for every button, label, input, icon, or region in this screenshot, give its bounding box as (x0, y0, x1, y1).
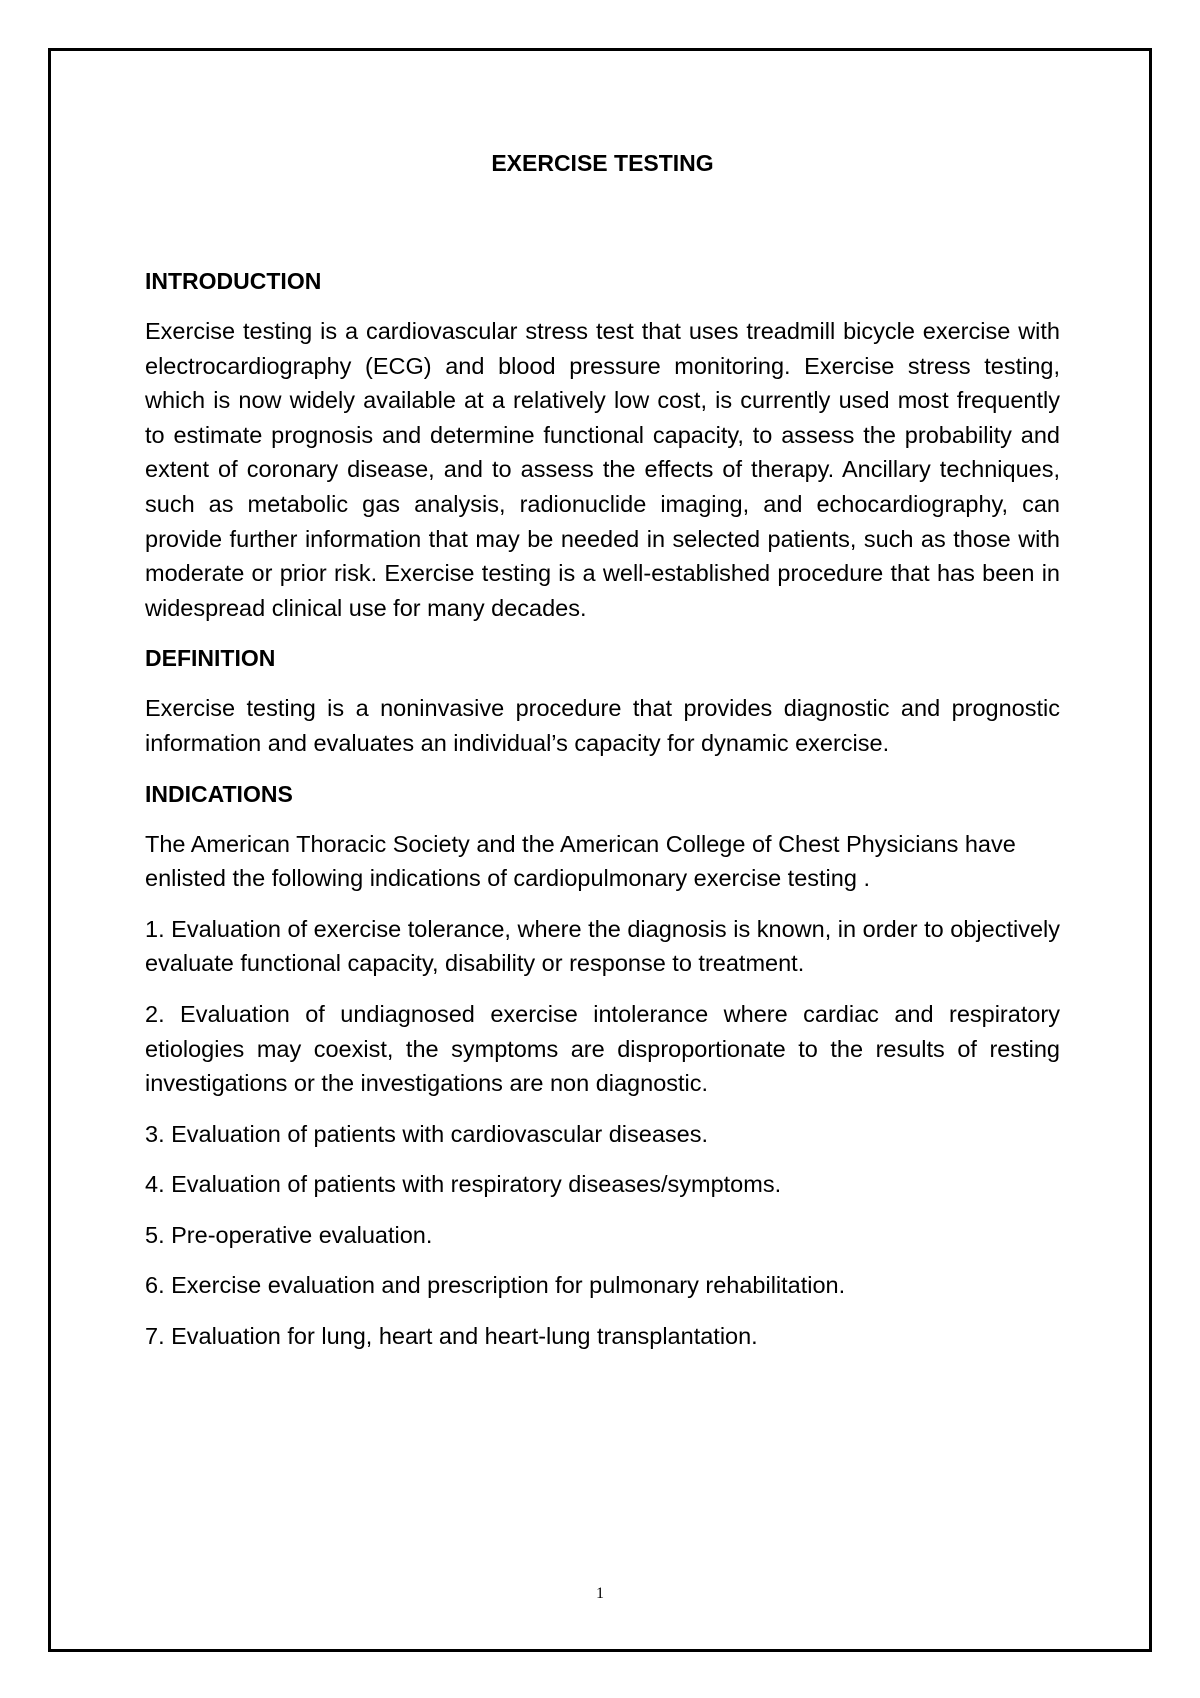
document-body (145, 146, 1060, 1370)
page-number: 1 (596, 1585, 604, 1602)
introduction-heading: INTRODUCTION (145, 268, 322, 294)
indications-heading: INDICATIONS (145, 780, 293, 807)
definition-paragraph: Exercise testing is a noninvasive procedure that provides diagnostic and prognostic information and evaluates an individual’s capacity for dynamic exercise. (145, 695, 1060, 756)
indication-item: 6. Exercise evaluation and prescription for pulmonary rehabilitation. (145, 1272, 846, 1299)
document-title: EXERCISE TESTING (491, 150, 714, 176)
indication-item: 3. Evaluation of patients with cardiovascular diseases. (145, 1120, 709, 1147)
definition-heading: DEFINITION (145, 645, 276, 672)
indication-item: 1. Evaluation of exercise tolerance, where the diagnosis is known, in order to objectively evaluate functional capacity, disability or response to treatment. (145, 915, 1060, 977)
indications-intro: The American Thoracic Society and the American College of Chest Physicians have enlisted the following indications of cardiopulmonary exercise testing . (145, 830, 1016, 892)
introduction-paragraph: Exercise testing is a cardiovascular stress test that uses treadmill bicycle exercise with electrocardiography (ECG) and blood pressure monitoring. Exercise stress testing, which is now widely available at a relatively low cost, is currently used most frequently to estimate prognosis and determine functional capacity, to assess the probability and extent of coronary disease, and to assess the effects of therapy. Ancillary techniques, such as metabolic gas analysis, radionuclide imaging, and echocardiography, can provide further information that may be needed in selected patients, such as those with moderate or prior risk. Exercise testing is a well-established procedure that has been in widespread clinical use for many decades. (145, 318, 1060, 621)
indication-item: 5. Pre-operative evaluation. (145, 1221, 433, 1248)
indication-item: 4. Evaluation of patients with respiratory diseases/symptoms. (145, 1171, 782, 1198)
indication-item: 2. Evaluation of undiagnosed exercise intolerance where cardiac and respiratory etiologies may coexist, the symptoms are disproportionate to the results of resting investigations or the investigations are non diagnostic. (145, 1000, 1060, 1097)
indication-item: 7. Evaluation for lung, heart and heart-lung transplantation. (145, 1323, 758, 1350)
